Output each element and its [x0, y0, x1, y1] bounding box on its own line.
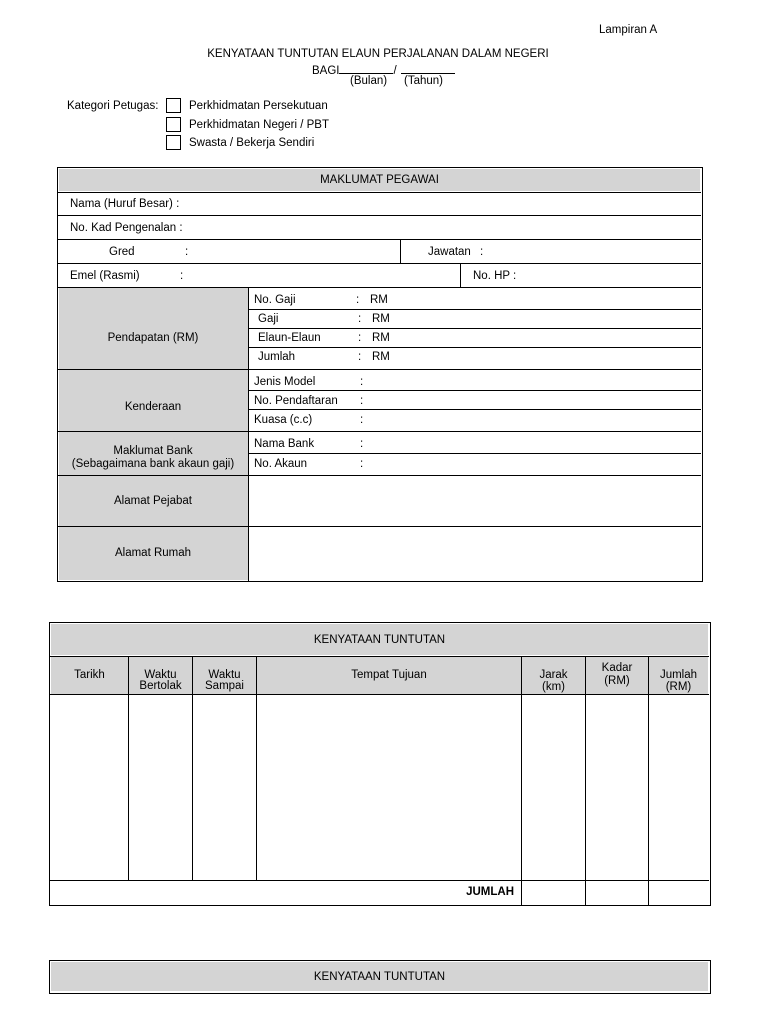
pendapatan-row-value: RM — [372, 351, 390, 363]
col-jarak: Jarak — [539, 669, 568, 681]
option-persekutuan: Perkhidmatan Persekutuan — [189, 100, 328, 112]
kenyataan-tuntutan-table — [49, 622, 711, 906]
checkbox-persekutuan[interactable] — [166, 98, 181, 113]
pendapatan-row-colon: : — [356, 294, 360, 306]
kategori-label: Kategori Petugas: — [67, 100, 159, 112]
jawatan-label: Jawatan — [428, 246, 471, 258]
kad-label: No. Kad Pengenalan : — [70, 222, 183, 234]
kenderaan-label: Kenderaan — [124, 401, 182, 413]
option-swasta: Swasta / Bekerja Sendiri — [189, 137, 315, 149]
col-kadar-sub: (RM) — [604, 675, 630, 687]
pendapatan-row-value: RM — [370, 294, 388, 306]
hp-label: No. HP : — [473, 270, 517, 282]
emel-colon: : — [180, 270, 184, 282]
col-jumlah-sub: (RM) — [665, 681, 692, 693]
bank-sublabel: (Sebagaimana bank akaun gaji) — [71, 458, 235, 470]
col-kadar: Kadar — [601, 662, 633, 674]
maklumat-pegawai-table — [57, 167, 703, 582]
col-tarikh: Tarikh — [74, 669, 105, 681]
tuntutan-body[interactable] — [52, 696, 707, 879]
emel-label: Emel (Rasmi) — [70, 270, 140, 282]
pendapatan-row-value: RM — [372, 313, 390, 325]
checkbox-swasta[interactable] — [166, 135, 181, 150]
jumlah-label: JUMLAH — [466, 886, 514, 898]
kenderaan-row-name: No. Pendaftaran — [254, 395, 338, 407]
option-negeri: Perkhidmatan Negeri / PBT — [189, 119, 329, 131]
alamat-pejabat-field[interactable] — [250, 477, 700, 526]
pendapatan-label: Pendapatan (RM) — [107, 332, 199, 344]
pendapatan-row-colon: : — [358, 351, 362, 363]
pendapatan-row-name: Jumlah — [258, 351, 296, 363]
kenderaan-row-colon: : — [360, 395, 364, 407]
maklumat-title: MAKLUMAT PEGAWAI — [59, 169, 700, 191]
form-title: KENYATAAN TUNTUTAN ELAUN PERJALANAN DALAM NEGERI — [207, 48, 549, 60]
tahun-label: (Tahun) — [404, 75, 443, 87]
pendapatan-row-name: Elaun-Elaun — [258, 332, 321, 344]
bank-label: Maklumat Bank — [113, 445, 193, 457]
bank-row-colon: : — [360, 458, 364, 470]
jawatan-colon: : — [480, 246, 484, 258]
col-waktu-bertolak: Waktu — [144, 669, 177, 681]
gred-colon: : — [185, 246, 189, 258]
nama-label: Nama (Huruf Besar) : — [70, 198, 180, 210]
col-jumlah: Jumlah — [659, 669, 698, 681]
tahun-field[interactable] — [401, 62, 455, 74]
col-waktu-sampai: Waktu — [208, 669, 241, 681]
bank-row-name: Nama Bank — [254, 438, 315, 450]
bulan-label: (Bulan) — [350, 75, 388, 87]
kenyataan-tuntutan-table-2 — [49, 960, 711, 994]
alamat-pejabat-label: Alamat Pejabat — [114, 495, 192, 507]
gred-label: Gred — [109, 246, 135, 258]
kenderaan-row-name: Jenis Model — [254, 376, 316, 388]
lampiran-label: Lampiran A — [599, 24, 658, 36]
tuntutan2-title: KENYATAAN TUNTUTAN — [51, 962, 708, 991]
pendapatan-row-name: No. Gaji — [254, 294, 296, 306]
kenderaan-row-colon: : — [360, 376, 364, 388]
pendapatan-row-name: Gaji — [258, 313, 279, 325]
col-jarak-sub: (km) — [542, 681, 565, 693]
bagi-line: BAGI / — [312, 62, 455, 77]
alamat-rumah-label: Alamat Rumah — [114, 547, 192, 559]
pendapatan-row-colon: : — [358, 313, 362, 325]
col-tempat-tujuan: Tempat Tujuan — [351, 669, 427, 681]
kenderaan-row-name: Kuasa (c.c) — [254, 414, 313, 426]
bank-row-colon: : — [360, 438, 364, 450]
kenderaan-row-colon: : — [360, 414, 364, 426]
checkbox-negeri[interactable] — [166, 117, 181, 132]
tuntutan-title: KENYATAAN TUNTUTAN — [51, 624, 708, 655]
col-waktu-sampai-sub: Sampai — [205, 680, 244, 692]
alamat-rumah-field[interactable] — [250, 528, 700, 579]
bank-row-name: No. Akaun — [254, 458, 308, 470]
col-waktu-bertolak-sub: Bertolak — [139, 680, 182, 692]
bulan-field[interactable] — [339, 62, 393, 74]
pendapatan-row-value: RM — [372, 332, 390, 344]
pendapatan-row-colon: : — [358, 332, 362, 344]
